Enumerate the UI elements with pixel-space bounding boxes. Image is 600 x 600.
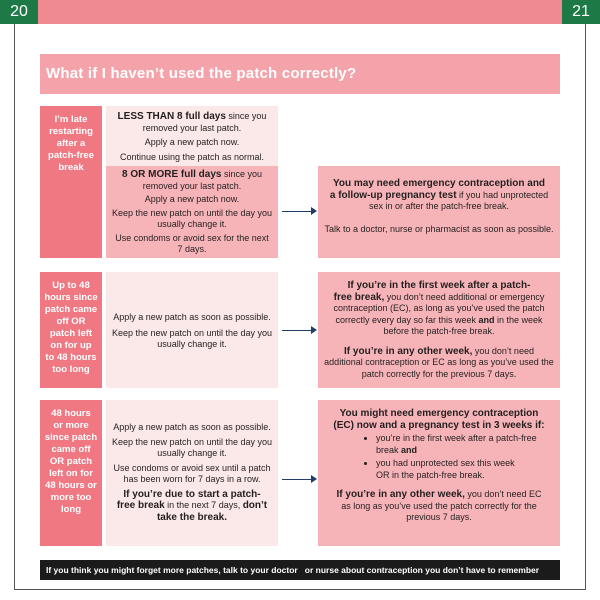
text-line: free break in the next 7 days, don’t	[116, 500, 268, 511]
advice-line: free break, you don’t need additional or emergency	[333, 291, 545, 303]
row1-8-or-more-box	[106, 166, 278, 258]
side-line: more too	[50, 492, 92, 503]
row1-advice-box	[318, 166, 560, 258]
side-line: too long	[52, 364, 90, 375]
side-line: Up to 48	[52, 280, 90, 291]
side-line: came off	[51, 444, 91, 455]
list-item: • you had unprotected sex this week OR in the patch-free break.	[376, 458, 560, 481]
advice-line: If you’re in any other week, you don’t need EC	[336, 489, 542, 500]
text-line: Apply a new patch as soon as possible.	[113, 312, 271, 322]
arrow-right-icon	[311, 475, 317, 483]
side-line: since patch	[44, 432, 98, 443]
advice-heading: (EC) now and a pregnancy test in 3 weeks if:	[333, 419, 545, 431]
text-line: If you’re due to start a patch-	[123, 488, 261, 500]
arrow-line	[282, 479, 312, 480]
side-line: long	[60, 504, 82, 515]
side-line: hours since	[44, 292, 98, 303]
row1-less-than-8-box	[106, 106, 278, 166]
advice-heading: If you’re in the first week after a patch-	[347, 280, 531, 291]
page-number-right: 21	[562, 0, 600, 24]
text-line: Keep the new patch on until the day you	[111, 436, 273, 447]
advice-line: Talk to a doctor, nurse or pharmacist as soon as possible.	[324, 223, 554, 234]
footer-text: If you think you might forget more patches, talk to your doctor or nurse about contraception you don’t have to remember	[46, 565, 540, 575]
row3-advice-box	[318, 400, 560, 546]
text-line: has been worn for 7 days in a row.	[123, 474, 261, 484]
advice-line: If you’re in any other week, you don’t need	[344, 345, 534, 357]
advice-line: previous 7 days.	[406, 512, 472, 522]
row3-instructions-box	[106, 400, 278, 546]
side-line: 48 hours or	[45, 480, 97, 491]
text-line: take the break.	[156, 511, 228, 523]
row2-instructions-box	[106, 272, 278, 388]
arrow-right-icon	[311, 326, 317, 334]
advice-line: before the patch-free break.	[383, 326, 495, 336]
advice-heading: You might need emergency contraception	[339, 408, 539, 419]
side-line: I’m late	[54, 114, 88, 125]
text-line: usually change it.	[157, 448, 227, 458]
text-line: Use condoms or avoid sex for the next	[115, 232, 269, 243]
side-line: break	[58, 162, 84, 173]
side-line: left on for	[49, 468, 93, 479]
less-than-8-heading: LESS THAN 8 full days since you	[117, 111, 267, 122]
advice-line: correctly every day so far this week and in the week	[335, 314, 543, 325]
text-line: Use condoms or avoid sex until a patch	[113, 462, 271, 473]
row2-side-label	[40, 272, 102, 388]
advice-line: as long as you’ve used the patch correctly for the	[341, 500, 537, 511]
text-line: Continue using the patch as normal.	[119, 151, 265, 162]
advice-line: sex in or after the patch-free break.	[368, 201, 510, 211]
side-line: patch left	[49, 328, 93, 339]
text-line: 7 days.	[177, 244, 207, 254]
text-line: Keep the new patch on until the day you	[111, 207, 273, 218]
side-line: 48 hours	[51, 408, 91, 419]
row3-side-label	[40, 400, 102, 546]
advice-heading: You may need emergency contraception and	[332, 178, 546, 189]
advice-line: additional contraception or EC as long as you’ve used the	[324, 357, 554, 367]
list-item: • you’re in the first week after a patch-free break and	[376, 433, 560, 456]
text-line: Apply a new patch now.	[144, 194, 240, 204]
top-bar	[0, 0, 600, 24]
arrow-line	[282, 211, 312, 212]
text-line: usually change it.	[157, 339, 227, 349]
page-number-left: 20	[0, 0, 38, 24]
side-line: on for up	[50, 340, 92, 351]
advice-line: a follow-up pregnancy test if you had unprotected	[329, 189, 549, 201]
text-line: usually change it.	[157, 219, 227, 229]
text-line: Keep the new patch on until the day you	[111, 327, 273, 338]
side-line: OR patch	[49, 456, 93, 467]
text-line: removed your last patch.	[142, 180, 242, 191]
side-line: off OR	[56, 316, 86, 327]
arrow-right-icon	[311, 207, 317, 215]
condition-list	[362, 433, 560, 481]
advice-line: patch correctly for the previous 7 days.	[361, 368, 517, 379]
side-line: to 48 hours	[45, 352, 97, 363]
arrow-line	[282, 330, 312, 331]
side-line: restarting	[49, 126, 93, 137]
text-line: removed your last patch.	[142, 122, 242, 133]
row2-advice-box	[318, 272, 560, 388]
side-line: patch-free	[48, 150, 94, 161]
advice-line: contraception (EC), as long as you’ve used the patch	[333, 303, 545, 313]
side-line: or more	[53, 420, 89, 431]
side-line: after a	[56, 138, 86, 149]
row1-side-label	[40, 106, 102, 258]
text-line: Apply a new patch as soon as possible.	[113, 422, 271, 432]
text-line: Apply a new patch now.	[144, 137, 240, 147]
8-or-more-heading: 8 OR MORE full days since you	[122, 169, 262, 180]
side-line: patch came	[44, 304, 98, 315]
page-title: What if I haven’t used the patch correctly?	[46, 65, 357, 82]
